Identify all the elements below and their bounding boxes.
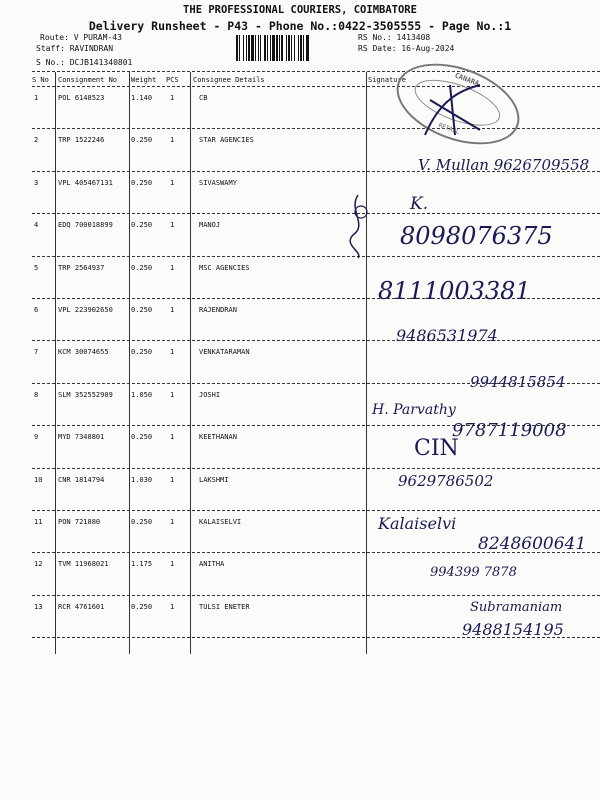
divider [32,340,600,341]
bracket-scribble [338,190,378,260]
row-consignee: SIVASWAMY [199,178,237,187]
row-consignment-no: MYD 7348801 [58,433,105,442]
row-consignment-no: KCM 30074655 [58,348,109,357]
rs-number-code: S No.: DCJB141340801 [36,58,133,67]
row-sno: 1 [34,94,39,102]
col-consignee: Consignee Details [193,76,265,84]
stamp-bottom-text: RETAIL [437,121,461,136]
rs-date: RS Date: 16-Aug-2024 [358,44,455,53]
row-weight: 1.175 [131,560,153,569]
row-consignee: KALAISELVI [199,518,242,526]
row-consignee: ANITHA [199,560,225,569]
row-weight: 0.250 [131,221,153,230]
row-sno: 10 [34,475,43,484]
stamp-top-text: CANARA [453,71,481,88]
signature-scribble [420,80,490,140]
row-consignment-no: TVM 11968021 [58,560,109,569]
row-weight: 0.250 [131,602,153,611]
row-sno: 3 [34,178,39,187]
row-weight: 1.050 [131,390,153,399]
row-pcs: 1 [170,263,175,272]
row-pcs: 1 [170,136,175,145]
divider [32,595,600,596]
signature-row-12-phone: 994399 7878 [430,565,517,580]
row-weight: 0.250 [131,348,153,357]
row-pcs: 1 [170,221,175,230]
row-sno: 2 [34,136,39,145]
row-consignee: STAR AGENCIES [199,136,254,145]
row-consignment-no: SLM 352552909 [58,390,113,399]
signature-row-3: V. Mullan 9626709558 [418,156,590,174]
row-consignment-no: VPL 223902650 [58,306,113,314]
row-consignment-no: PON 721880 [58,518,101,526]
row-sno: 5 [34,263,39,272]
signature-row-4-phone: 8098076375 [400,222,553,250]
row-pcs: 1 [170,348,175,357]
row-weight: 0.250 [131,263,153,272]
row-weight: 0.250 [131,518,153,526]
signature-row-8-name: H. Parvathy [372,402,456,418]
row-weight: 0.250 [131,136,153,145]
col-pcs: PCS [166,76,179,84]
row-sno: 6 [34,306,39,314]
row-pcs: 1 [170,390,175,399]
row-consignment-no: POL 6148523 [58,94,105,102]
row-consignment-no: RCR 4761601 [58,602,105,611]
row-pcs: 1 [170,560,175,569]
row-sno: 7 [34,348,39,357]
row-sno: 11 [34,518,43,526]
row-consignment-no: TRP 1522246 [58,136,105,145]
row-pcs: 1 [170,602,175,611]
row-pcs: 1 [170,306,175,314]
row-weight: 0.250 [131,178,153,187]
row-sno: 8 [34,390,39,399]
signature-row-5-phone: 8111003381 [378,277,531,305]
row-consignee: LAKSHMI [199,475,229,484]
row-sno: 13 [34,602,43,611]
signature-row-13-phone: 9488154195 [462,620,564,639]
rs-number: RS No.: 1413408 [358,33,431,42]
row-consignee: RAJENDRAN [199,306,237,314]
row-consignee: KEETHANAN [199,433,237,442]
barcode [236,35,346,61]
signature-row-13-name: Subramaniam [470,600,563,615]
row-consignment-no: EDQ 700018899 [58,221,113,230]
column-divider [190,72,191,654]
row-consignee: VENKATARAMAN [199,348,250,357]
staff-label: Staff: RAVINDRAN [36,44,114,53]
divider [32,256,600,257]
col-signature: Signature [368,76,406,84]
row-consignee: JOSHI [199,390,221,399]
divider [32,71,600,72]
document-title: THE PROFESSIONAL COURIERS, COIMBATORE [183,4,417,16]
row-consignee: MANOJ [199,221,221,230]
row-pcs: 1 [170,475,175,484]
row-sno: 4 [34,221,39,230]
divider [32,86,600,87]
signature-row-4-name: K. [410,194,429,214]
signature-row-11-name: Kalaiselvi [378,514,457,533]
row-weight: 1.030 [131,475,153,484]
row-weight: 0.250 [131,433,153,442]
col-consignment: Consignment No [58,76,118,84]
row-weight: 1.140 [131,94,153,102]
row-consignment-no: CNR 1814794 [58,475,105,484]
route-label: Route: V PURAM-43 [40,33,122,42]
row-sno: 9 [34,433,39,442]
signature-row-8-phone: 9787119008 [452,420,567,441]
row-pcs: 1 [170,433,175,442]
column-divider [55,72,56,654]
barcode-bar [309,35,310,61]
signature-row-10: 9629786502 [398,472,494,490]
col-sno: S No [32,76,49,84]
row-consignee: CB [199,94,208,102]
row-consignment-no: VPL 405467131 [58,178,113,187]
row-consignee: TULSI ENETER [199,602,250,611]
signature-row-11-phone: 8248600641 [478,534,587,554]
signature-row-7-phone: 9944815854 [470,373,566,391]
row-weight: 0.250 [131,306,153,314]
divider [32,468,600,469]
col-weight: Weight [131,76,157,84]
column-divider [366,72,367,654]
signature-row-9: CIN [414,436,459,461]
divider [32,213,600,214]
row-pcs: 1 [170,94,175,102]
row-pcs: 1 [170,178,175,187]
row-consignee: MSC AGENCIES [199,263,250,272]
column-divider [129,72,130,654]
signature-row-6-phone: 9486531974 [396,326,498,345]
runsheet-subtitle: Delivery Runsheet - P43 - Phone No.:0422-3505555 - Page No.:1 [88,19,512,33]
divider [32,510,600,511]
row-sno: 12 [34,560,43,569]
row-pcs: 1 [170,518,175,526]
row-consignment-no: TRP 2564937 [58,263,105,272]
